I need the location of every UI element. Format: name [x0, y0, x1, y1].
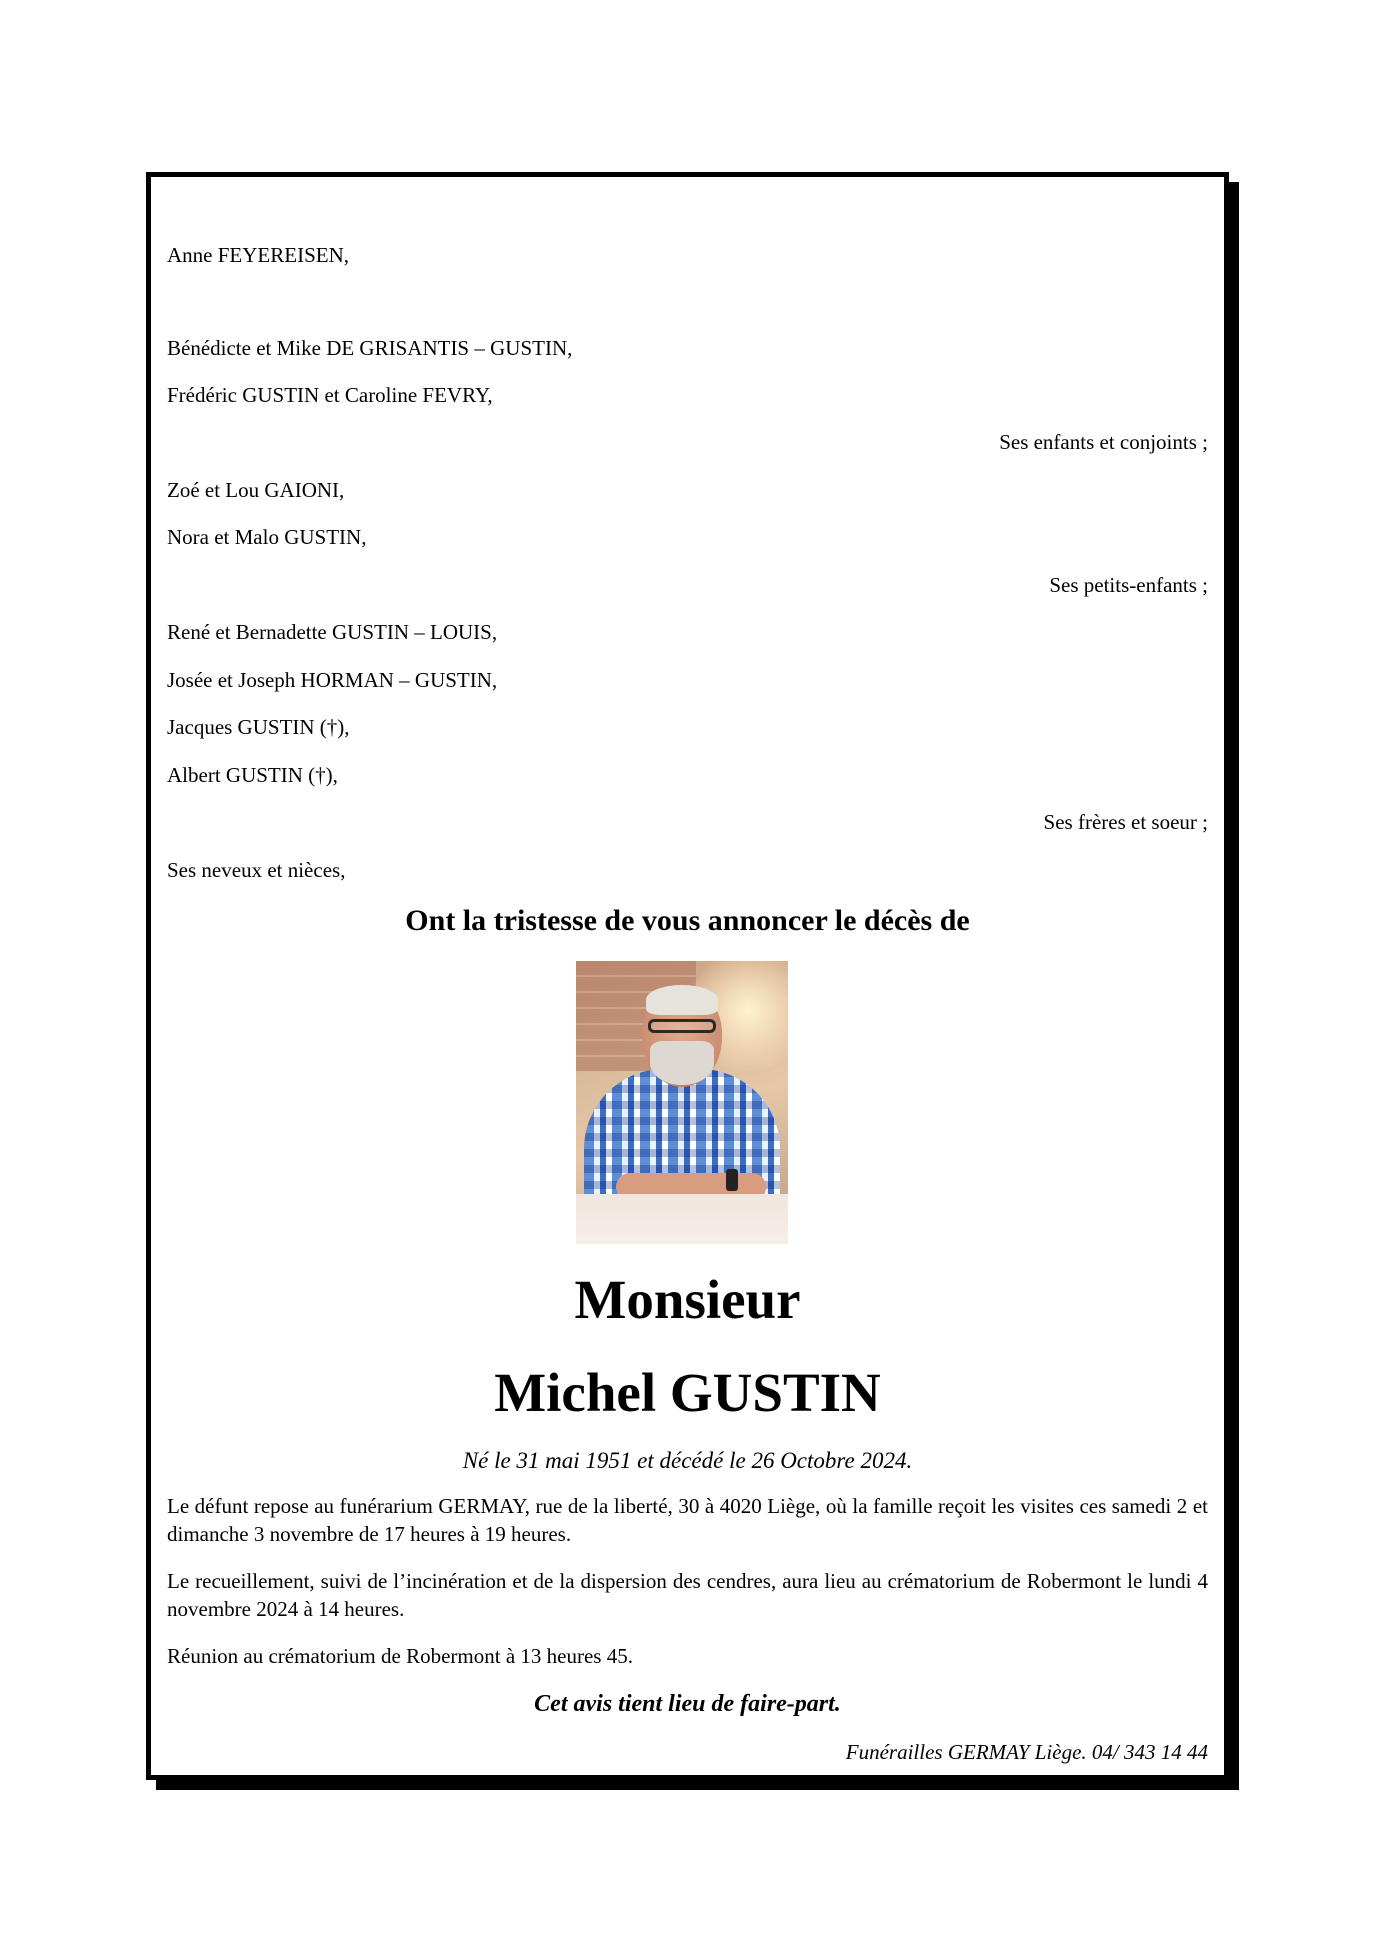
grandchild-line: Zoé et Lou GAIONI,	[167, 478, 345, 502]
siblings-label: Ses frères et soeur ;	[1043, 810, 1208, 834]
sibling-line: Jacques GUSTIN (†),	[167, 715, 350, 739]
spouse-name: Anne FEYEREISEN,	[167, 243, 349, 267]
child-line: Bénédicte et Mike DE GRISANTIS – GUSTIN,	[167, 336, 573, 360]
birth-death-dates: Né le 31 mai 1951 et décédé le 26 Octobre 2024.	[462, 1448, 913, 1473]
sibling-line: Albert GUSTIN (†),	[167, 763, 338, 787]
closing-note: Cet avis tient lieu de faire-part.	[534, 1691, 841, 1717]
obituary-frame	[146, 172, 1229, 1780]
meeting-text: Réunion au crématorium de Robermont à 13 heures 45.	[167, 1644, 633, 1668]
grandchild-line: Nora et Malo GUSTIN,	[167, 525, 367, 549]
announcement: Ont la tristesse de vous annoncer le décès de	[405, 904, 970, 937]
honorific: Monsieur	[574, 1269, 801, 1330]
deceased-name: Michel GUSTIN	[494, 1362, 881, 1423]
children-label: Ses enfants et conjoints ;	[999, 430, 1208, 454]
funeral-home-footer: Funérailles GERMAY Liège. 04/ 343 14 44	[845, 1740, 1208, 1764]
ceremony-text: Le recueillement, suivi de l’incinération et de la dispersion des cendres, aura lieu au crématorium de Robermont le lundi 4 novembre 2024 à 14 heures.	[167, 1569, 1208, 1621]
nephews-line: Ses neveux et nièces,	[167, 858, 346, 882]
grandchildren-label: Ses petits-enfants ;	[1049, 573, 1208, 597]
visitation-text: Le défunt repose au funérarium GERMAY, rue de la liberté, 30 à 4020 Liège, où la famille reçoit les visites ces samedi 2 et dimanche 3 novembre de 17 heures à 19 heures.	[167, 1494, 1208, 1546]
sibling-line: Josée et Joseph HORMAN – GUSTIN,	[167, 668, 498, 692]
sibling-line: René et Bernadette GUSTIN – LOUIS,	[167, 620, 498, 644]
obituary-details	[167, 177, 1208, 1775]
child-line: Frédéric GUSTIN et Caroline FEVRY,	[167, 383, 493, 407]
